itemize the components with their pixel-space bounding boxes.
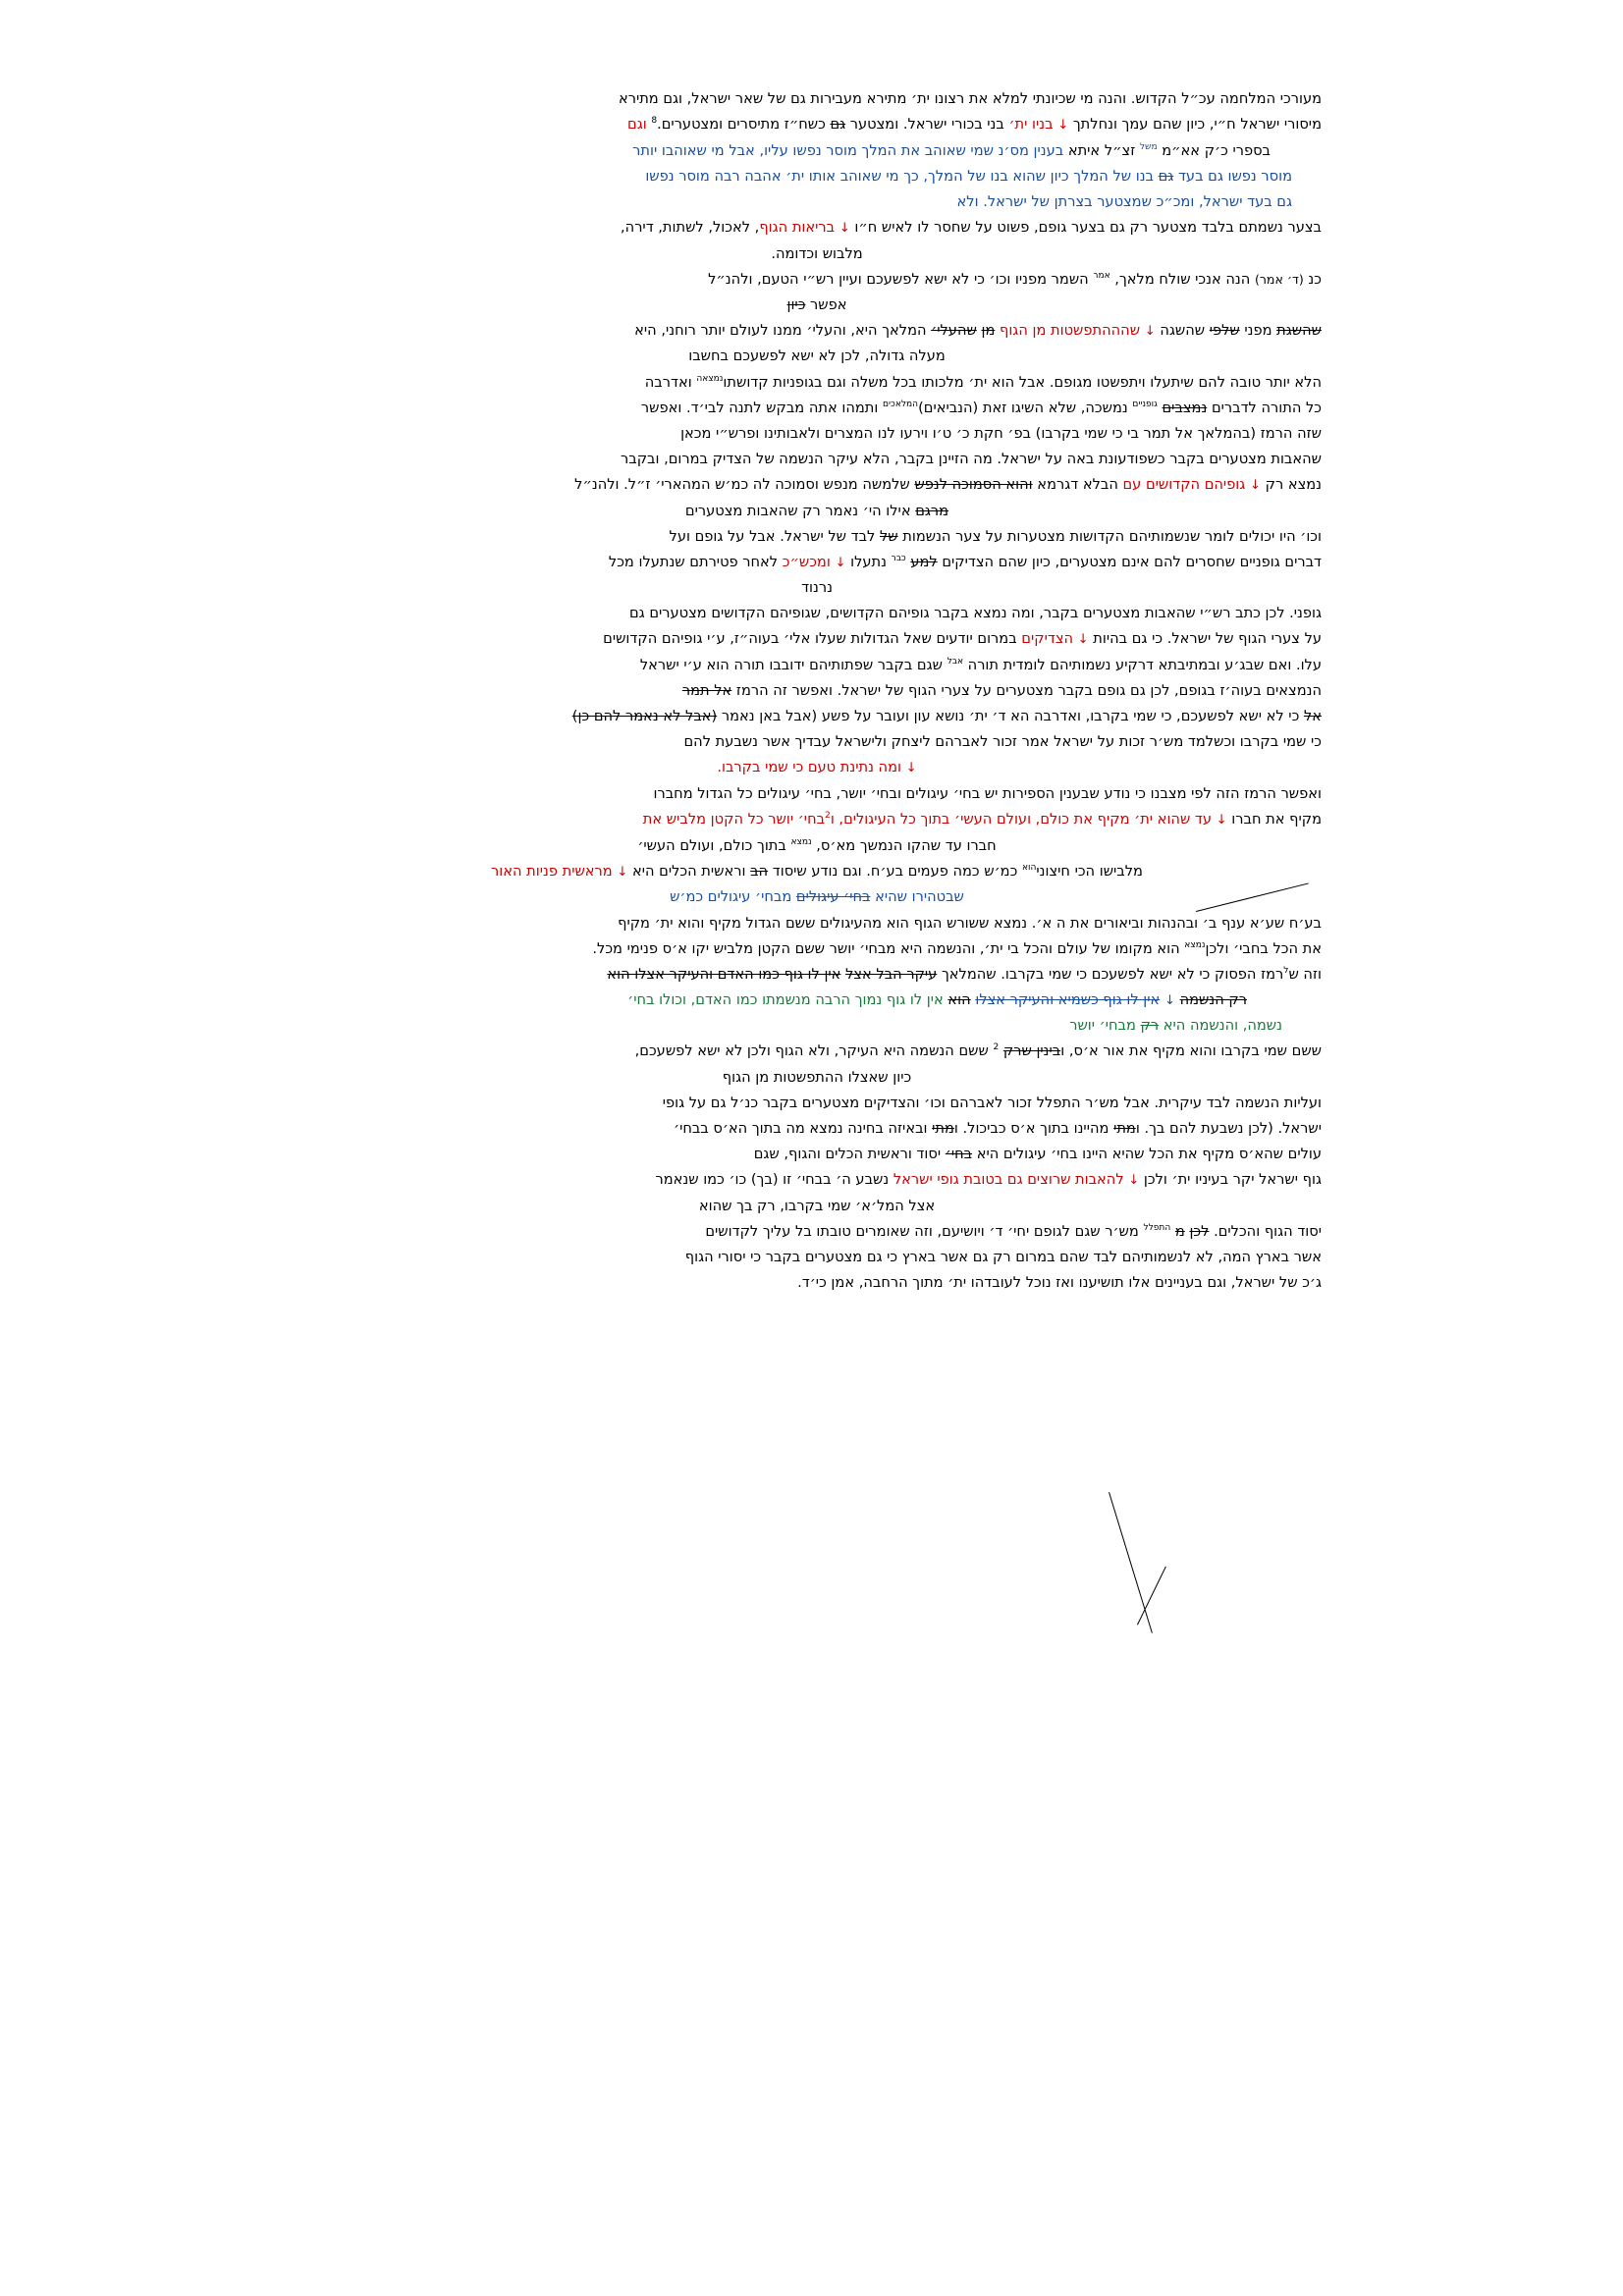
paragraph: בספרי כ׳ק אא״מ $^{משל}$ זצ״ל איתא בענין מס׳נ שמי שאוהב את המלך מוסר נפשו עליו, אבל מי שאוהבו יותר <box>632 141 1271 159</box>
paragraph: עולים שהא׳ס מקיף את הכל שהיא היינו בחי׳ עיגולים היא בחי׳ יסוד וראשית הכלים והגוף, שגם <box>753 1145 1322 1162</box>
red-annotation: בניו ית׳ <box>1008 116 1054 133</box>
paragraph: מלבוש וכדומה. <box>771 244 863 262</box>
struck-text: מתי <box>932 1119 954 1137</box>
struck-text: הב <box>750 862 769 880</box>
footnote-marker: 2 <box>825 811 831 822</box>
paragraph: גם בעד ישראל, ומכ״כ שמצטער בצרתן של ישראל. ולא <box>956 192 1292 210</box>
annotation-arrow-icon: ↓ <box>1163 992 1175 1008</box>
paragraph: יסוד הגוף והכלים. לכן מ $^{התפלל}$ מש׳ר שגם לגופם יחי׳ ד׳ ויושיעם, וזה שאומרים טובתו בל עליך לקדושים <box>705 1222 1322 1240</box>
paragraph: בע׳ח שע׳א ענף ב׳ ובהנהות וביאורים את ה א׳. נמצא ששורש הגוף הוא מהעיגולים ששם הגדול מקיף והוא ית׳ מקיף <box>618 914 1322 932</box>
annotation-arrow-icon: ↓ <box>1249 477 1261 493</box>
struck-text: כיון <box>786 295 806 313</box>
paragraph: מיסורי ישראל ח״י, כיון שהם עמך ונחלתך ↓ בניו ית׳ בני בכורי ישראל. ומצטער גם כשח״ז מתיסרים ומצטערים.$^8$ וגם <box>627 116 1322 133</box>
blue-annotation: בענין מס׳נ <box>998 141 1064 159</box>
paragraph: אצל המל׳א׳ שמי בקרבו, רק בך שהוא <box>698 1197 936 1214</box>
paragraph: אפשר כיון <box>786 295 847 313</box>
paragraph: מעורכי המלחמה עכ״ל הקדוש. והנה מי שכיונתי למלא את רצונו ית׳ מתירא מעבירות גם של שאר ישראל, וגם מתירא <box>618 90 1322 107</box>
struck-text: גם <box>830 116 846 133</box>
struck-text: רק הנשמה <box>1179 990 1247 1008</box>
paragraph: וכו׳ היו יכולים לומר שנשמותיהם הקדושות מצטערות על צער הנשמות של לבד של ישראל. אבל על גופם ועל <box>669 527 1322 545</box>
red-annotation: הצדיקים <box>1021 630 1074 648</box>
annotation-arrow-icon: ↓ <box>835 555 846 570</box>
annotation-arrow-icon: ↓ <box>1057 118 1069 133</box>
red-annotation: וגם <box>627 116 647 133</box>
paragraph: שהאבות מצטערים בקבר כשפודעונת באה על ישראל. מה הזיינן בקבר, הלא עיקר הנשמה של הצדיק במרום, ובקבר <box>621 450 1322 467</box>
struck-text: מ <box>1174 1222 1185 1240</box>
paragraph: ואפשר הרמז הזה לפי מצבנו כי נודע שבענין הספירות יש בחי׳ עיגולים ובחי׳ יושר, בחי׳ עיגולים כל הגדול מחברו <box>653 785 1322 803</box>
paragraph: הנמצאים בעוה׳ז בגופם, לכן גם גופם בקבר מצטערים על צערי הגוף של ישראל. ואפשר זה הרמז אל תמר <box>681 682 1322 700</box>
paragraph: מלבישו הכי חיצוני$^{הוא}$ כמ׳ש כמה פעמים בע׳ח. וגם נודע שיסוד הב וראשית הכלים היא ↓ מראשית פניות האור <box>491 862 1143 880</box>
struck-text: מתי <box>1113 1119 1136 1137</box>
paragraph: אשר בארץ המה, לא לנשמותיהם לבד שהם במרום רק גם אשר בארץ כי גם מצטערים בקבר כי יסורי הגוף <box>684 1248 1322 1265</box>
paragraph: כל התורה לדברים נמצבים $^{גופניים}$ נמשכה, שלא השיגו זאת (הנביאים)$^{המלאכים}$ ותמהו אתה מבקש לתנה לבי׳ד. ואפשר <box>640 399 1322 416</box>
paragraph: חברו עד שהקו הנמשך מא׳ס, $^{נמצא}$ בתוך כולם, ועולם העשי׳ <box>637 836 997 854</box>
paragraph: גוף ישראל יקר בעיניו ית׳ ולכן ↓ להאבות שרוצים גם בטובת גופי ישראל נשבע ה׳ בבחי׳ זו (בך) כו׳ כמו שנאמר <box>655 1170 1322 1188</box>
annotation-arrow-icon: ↓ <box>1128 1172 1140 1188</box>
struck-text: אין לו גוף כשמיא והעיקר אצלו <box>975 990 1161 1008</box>
red-annotation: שהההתפשטות מן הגוף <box>1000 321 1141 339</box>
superscript-note: ל <box>1283 965 1289 976</box>
struck-text: אל תמר <box>681 682 732 700</box>
paragraph: וזה ש$^ל$רמז הפסוק כי לא ישא לפשעכם כי שמי בקרבו. שהמלאך עיקר הבל אצל אין לו גוף כמו האדם והעיקר אצלו הוא <box>607 965 1322 983</box>
struck-text: בחי׳ עיגולים <box>795 888 871 906</box>
paragraph: נשמה, והנשמה היא רק מבחי׳ יושר <box>1069 1017 1282 1035</box>
struck-text: אל <box>1303 708 1322 725</box>
footnote-marker: 2 <box>993 1042 1000 1053</box>
paragraph: אל כי לא ישא לפשעכם, כי שמי בקרבו, ואדרבה הא ד׳ ית׳ נושא עון ועובר על פשע (אבל באן נאמר (אבל לא נאמר להם כן) <box>571 708 1322 725</box>
paragraph: מעלה גדולה, לכן לא ישא לפשעכם בחשבו <box>688 347 946 365</box>
struck-text: אין לו גוף כמו האדם והעיקר אצלו הוא <box>607 965 841 983</box>
paragraph: נמצא רק ↓ גופיהם הקדושים עם הבלא דגרמא והוא הסמוכה לנפש שלמשה מנפש וסמוכה לה כמ׳ש המהארי׳ ז״ל. ולהנ״ל <box>574 475 1322 493</box>
paragraph: בצער נשמתם בלבד מצטער רק גם בצער גופם, פשוט על שחסר לו לאיש ח״ו ↓ בריאות הגוף, לאכול, לשתות, דירה, <box>621 218 1322 236</box>
struck-text: נמצבים <box>1162 399 1208 416</box>
superscript-note: אבל <box>947 657 964 667</box>
paragraph <box>312 755 1322 780</box>
red-annotation: להאבות שרוצים גם בטובת גופי ישראל <box>893 1170 1124 1188</box>
superscript-note: הוא <box>1021 862 1037 873</box>
paragraph: עלו. ואם שבג׳ע ובמתיבתא דרקיע נשמותיהם לומדית תורה $^{אבל}$ שגם בקבר שפתותיהם ידובבו תורה הוא ע׳י ישראל <box>639 657 1322 674</box>
superscript-note: התפלל <box>1143 1222 1171 1233</box>
paragraph: שהשגת מפני שלפי שהשגה ↓ שהההתפשטות מן הגוף מן שהעלי׳ המלאך היא, והעלי׳ ממנו לעולם יותר רוחני, היא <box>634 321 1322 339</box>
paragraph <box>312 988 1322 1013</box>
paragraph: ישראל. (לכן נשבעת להם בך. ומתי מהיינו בתוך א׳ס כביכול. ומתי ובאיזה בחינה נמצא מה בתוך הא׳ס בבחי׳ <box>674 1119 1322 1137</box>
red-annotation: גופיהם הקדושים עם <box>1122 475 1246 493</box>
paragraph: כנ (ד׳ אמר) הנה אנכי שולח מלאך, $^{אמר}$ השמר מפניו וכו׳ כי לא ישא לפשעכם ועיין רש״י הטעם, ולהנ״ל <box>708 270 1322 288</box>
paragraph: גופני. לכן כתב רש״י שהאבות מצטערים בקבר, ומה נמצא בקבר גופיהם הקדושים, שגופיהם הקדושים מצטערים גם <box>628 605 1322 622</box>
paragraph: כי שמי בקרבו וכשלמד מש׳ר זכות על ישראל אמר זכור לאברהם ליצחק ולישראל עבדיך אשר נשבעת להם <box>683 733 1322 751</box>
struck-text: גם <box>1158 167 1174 185</box>
green-annotation: אין לו גוף נמוך הרבה מנשמתו כמו האדם, וכולו בחי׳ <box>627 990 944 1008</box>
struck-text: מן <box>981 321 996 339</box>
annotation-arrow-icon: ↓ <box>1216 813 1227 828</box>
struck-text: שלפי <box>1209 321 1240 339</box>
struck-text: (אבל לא נאמר להם כן) <box>571 708 718 725</box>
struck-text: שהשגת <box>1276 321 1322 339</box>
paragraph: מוסר נפשו גם בעד גם בנו של המלך כיון שהוא בנו של המלך, כך מי שאוהב אותו ית׳ אהבה רבה מוסר נפשו <box>645 167 1292 185</box>
parenthetical-note: (ד׳ אמר) <box>1254 271 1304 287</box>
struck-text: שהעלי׳ <box>931 321 977 339</box>
paragraph: נרנוד <box>801 579 833 597</box>
paragraph: הלא יותר טובה להם שיתעלו ויתפשטו מגופם. אבל הוא ית׳ מלכותו בכל משלה וגם בגופניות קדושתו$^{נמצאה}$ ואדרבה <box>644 373 1322 391</box>
document-text-body <box>312 86 1322 1296</box>
annotation-arrow-icon: ↓ <box>1144 323 1156 339</box>
footnote-marker: 8 <box>651 116 658 127</box>
annotation-arrow-icon: ↓ <box>839 220 850 236</box>
struck-text: הוא <box>947 990 971 1008</box>
struck-text: מרגם <box>915 502 949 519</box>
struck-text: רק <box>1140 1017 1160 1035</box>
struck-text: בחי׳ <box>945 1145 973 1162</box>
annotation-arrow-icon: ↓ <box>617 864 628 880</box>
red-annotation: עד שהוא ית׳ מקיף את כולם, ועולם העשי׳ בתוך כל העיגולים, ו <box>830 811 1213 828</box>
superscript-note: משל <box>1139 141 1158 152</box>
paragraph: את הכל בחבי׳ ולכן$^{נמצא}$ הוא מקומו של עולם והכל בי ית׳, והנשמה היא מבחי׳ יושר ששם הקטן מלביש יקו א׳ס פנימי מכל. <box>592 939 1322 957</box>
paragraph: על צערי הגוף של ישראל. כי גם בהיות ↓ הצדיקים במרום יודעים שאל הגדולות שעלו אלי׳ בעוה״ז, ע׳י גופיהם הקדושים <box>603 630 1322 648</box>
superscript-note: נמצא <box>1184 939 1206 950</box>
superscript-note: גופניים <box>1132 399 1158 409</box>
paragraph: ועליות הנשמה לבד עיקרית. אבל מש׳ר התפלל זכור לאברהם וכו׳ והצדיקים מצטערים בקבר כנ׳ל גם על גופי <box>662 1094 1322 1111</box>
annotation-arrow-icon: ↓ <box>905 761 917 776</box>
red-annotation: בריאות הגוף <box>759 218 836 236</box>
struck-text: בינין שרק <box>1002 1042 1061 1060</box>
red-annotation: ומכש״כ <box>782 553 831 570</box>
struck-text: למע <box>910 553 938 570</box>
paragraph: ג׳כ של ישראל, וגם בעניינים אלו תושיענו ואז נוכל לעובדהו ית׳ מתוך הרחבה, אמן כי׳ד. <box>797 1273 1322 1291</box>
superscript-note: נמצא <box>790 836 812 847</box>
paragraph: מקיף את חברו ↓ עד שהוא ית׳ מקיף את כולם, ועולם העשי׳ בתוך כל העיגולים, ו$^2$בחי׳ יושר כל הקטן מלביש את <box>642 811 1322 828</box>
annotation-arrow-icon: ↓ <box>1077 632 1089 648</box>
paragraph: דברים גופניים שחסרים להם אינם מצטערים, כיון שהם הצדיקים למע $^{כבר}$ נתעלו ↓ ומכש״כ לאחר פטירתם שנתעלו מכל <box>608 553 1322 570</box>
superscript-note: המלאכים <box>883 399 919 409</box>
paragraph: מרגם אילו הי׳ נאמר רק שהאבות מצטערים <box>684 502 949 519</box>
paragraph: שבטהירו שהיא בחי׳ עיגולים מבחי׳ עיגולים כמ׳ש <box>670 888 964 906</box>
paragraph: כיון שאצלו ההתפשטות מן הגוף <box>722 1068 912 1086</box>
handwritten-stroke <box>1109 1492 1153 1633</box>
superscript-note: כבר <box>891 553 906 563</box>
superscript-note: נמצאה <box>696 373 724 384</box>
struck-text: של <box>879 527 898 545</box>
paragraph: ששם שמי בקרבו והוא מקיף את אור א׳ס, ובינין שרק $^2$ ששם הנשמה היא העיקר, ולא הגוף ולכן לא ישא לפשעכם, <box>634 1042 1322 1060</box>
superscript-note: אמר <box>1093 270 1110 281</box>
struck-text: לכן <box>1189 1222 1210 1240</box>
struck-text: עיקר הבל אצל <box>845 965 938 983</box>
red-annotation: מראשית פניות האור <box>491 862 613 880</box>
paragraph: שזה הרמז (בהמלאך אל תמר בי כי שמי בקרבו) בפ׳ חקת כ׳ ט׳ו וירעו לנו המצרים ולאבותינו ופרש״י מכאן <box>680 424 1322 442</box>
red-annotation: ומה נתינת טעם כי שמי בקרבו. <box>717 759 901 776</box>
struck-text: והוא הסמוכה לנפש <box>914 475 1033 493</box>
